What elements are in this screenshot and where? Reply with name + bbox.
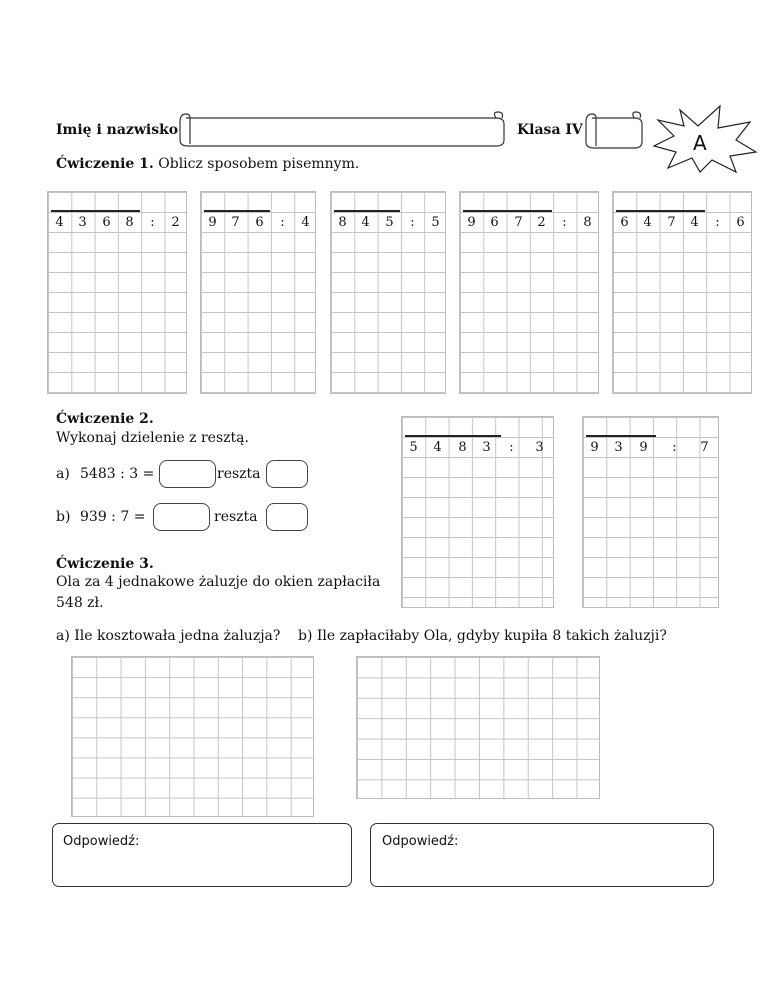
division-sign: : xyxy=(715,215,720,230)
divisor: 3 xyxy=(535,440,544,455)
digit: 8 xyxy=(458,440,467,455)
digit: 4 xyxy=(361,215,370,230)
variant-letter: A xyxy=(693,131,707,155)
ex2-a-quotient-box[interactable] xyxy=(159,460,216,488)
digit: 6 xyxy=(490,215,499,230)
ex3-question-a: a) Ile kosztowała jedna żaluzja? xyxy=(56,628,281,644)
ex2-a-remainder-label: reszta xyxy=(217,466,261,482)
digit: 4 xyxy=(55,215,64,230)
digit: 9 xyxy=(639,440,648,455)
digit: 4 xyxy=(433,440,442,455)
ex1-grid-1[interactable] xyxy=(47,191,187,394)
division-sign: : xyxy=(509,440,514,455)
ex1-grid-3[interactable] xyxy=(330,191,446,394)
ex2-b-remainder-label: reszta xyxy=(214,509,258,525)
division-sign: : xyxy=(562,215,567,230)
division-bar xyxy=(334,210,400,212)
divisor: 5 xyxy=(431,215,440,230)
digit: 6 xyxy=(255,215,264,230)
ex2-b-remainder-box[interactable] xyxy=(266,503,308,531)
answer-label: Odpowiedź: xyxy=(382,834,459,849)
ex3-text-line2: 548 zł. xyxy=(56,595,104,611)
ex2-b-expression: 939 : 7 = xyxy=(80,509,146,525)
ex2-instruction: Wykonaj dzielenie z resztą. xyxy=(56,430,249,446)
digit: 4 xyxy=(643,215,652,230)
divisor: 7 xyxy=(700,440,709,455)
division-sign: : xyxy=(280,215,285,230)
division-bar xyxy=(616,210,705,212)
divisor: 2 xyxy=(171,215,180,230)
ex2-a-remainder-box[interactable] xyxy=(266,460,308,488)
ex2-b-quotient-box[interactable] xyxy=(153,503,210,531)
ex3-question-b: b) Ile zapłaciłaby Ola, gdyby kupiła 8 takich żaluzji? xyxy=(298,628,667,644)
class-scroll-field[interactable] xyxy=(584,110,644,152)
ex1-heading xyxy=(56,155,359,173)
digit: 7 xyxy=(231,215,240,230)
ex2-grid-2[interactable] xyxy=(582,416,719,608)
ex1-grid-5[interactable] xyxy=(612,191,752,394)
ex3-answer-box-a[interactable] xyxy=(52,823,352,887)
ex2-a-expression: 5483 : 3 = xyxy=(80,466,155,482)
division-sign: : xyxy=(410,215,415,230)
digit: 3 xyxy=(614,440,623,455)
division-bar xyxy=(204,210,270,212)
digit: 9 xyxy=(208,215,217,230)
ex3-grid-b[interactable] xyxy=(356,656,600,799)
name-scroll-field[interactable] xyxy=(178,110,506,150)
division-sign: : xyxy=(150,215,155,230)
ex2-a-label: a) xyxy=(56,466,70,482)
ex3-grid-a[interactable] xyxy=(71,656,314,817)
ex1-grid-4[interactable] xyxy=(459,191,599,394)
digit: 8 xyxy=(125,215,134,230)
ex2-grid-1[interactable] xyxy=(401,416,554,608)
division-bar xyxy=(463,210,552,212)
digit: 3 xyxy=(482,440,491,455)
division-bar xyxy=(405,435,501,437)
ex1-title: Ćwiczenie 1. xyxy=(56,156,154,172)
division-bar xyxy=(51,210,140,212)
ex3-answer-box-b[interactable] xyxy=(370,823,714,887)
divisor: 8 xyxy=(583,215,592,230)
digit: 7 xyxy=(514,215,523,230)
digit: 7 xyxy=(667,215,676,230)
name-label: Imię i nazwisko xyxy=(56,122,179,138)
class-label: Klasa IV xyxy=(517,122,583,138)
digit: 6 xyxy=(620,215,629,230)
divisor: 4 xyxy=(301,215,310,230)
ex2-title: Ćwiczenie 2. xyxy=(56,411,154,427)
ex1-grid-2[interactable] xyxy=(200,191,316,394)
digit: 5 xyxy=(409,440,418,455)
digit: 3 xyxy=(78,215,87,230)
division-sign: : xyxy=(672,440,677,455)
ex3-title: Ćwiczenie 3. xyxy=(56,556,154,572)
digit: 5 xyxy=(385,215,394,230)
divisor: 6 xyxy=(736,215,745,230)
digit: 6 xyxy=(102,215,111,230)
ex2-b-label: b) xyxy=(56,509,71,525)
digit: 4 xyxy=(690,215,699,230)
ex3-text-line1: Ola za 4 jednakowe żaluzje do okien zapłaciła xyxy=(56,574,381,590)
answer-label: Odpowiedź: xyxy=(63,834,140,849)
ex1-instruction: Oblicz sposobem pisemnym. xyxy=(158,156,360,172)
digit: 9 xyxy=(590,440,599,455)
division-bar xyxy=(586,435,656,437)
digit: 9 xyxy=(467,215,476,230)
digit: 2 xyxy=(537,215,546,230)
digit: 8 xyxy=(338,215,347,230)
